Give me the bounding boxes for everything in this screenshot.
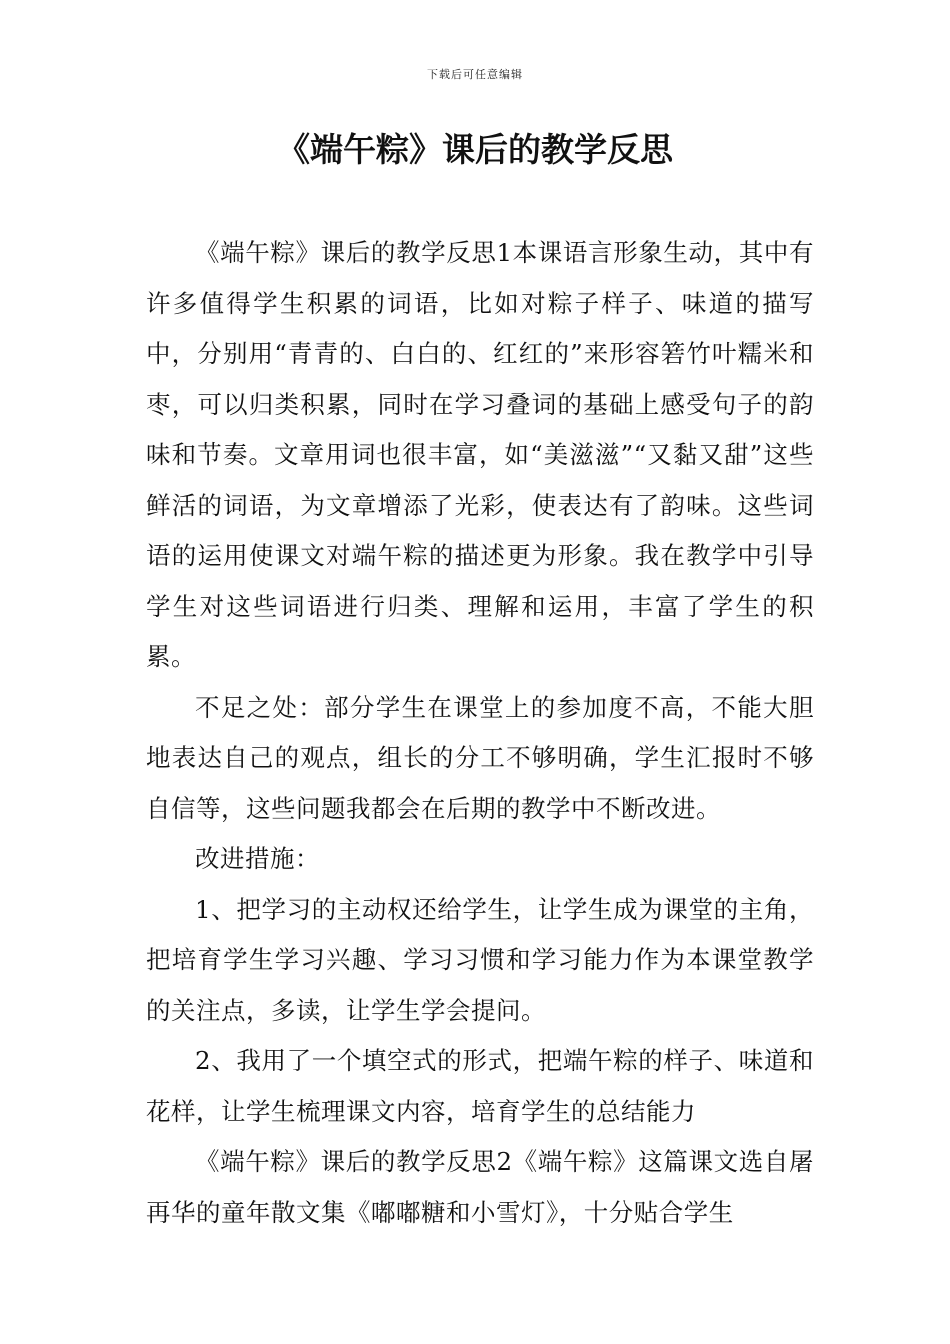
paragraph: 《端午粽》课后的教学反思2《端午粽》这篇课文选自屠再华的童年散文集《嘟嘟糖和小雪灯》，十分贴合学生 (146, 1147, 814, 1227)
paragraph: 1、把学习的主动权还给学生，让学生成为课堂的主角，把培育学生学习兴趣、学习习惯和学习能力作为本课堂教学的关注点，多读，让学生学会提问。 (146, 894, 814, 1025)
document-title: 《端午粽》课后的教学反思 (277, 130, 673, 169)
document-body (146, 228, 814, 1238)
paragraph: 《端午粽》课后的教学反思1本课语言形象生动，其中有许多值得学生积累的词语，比如对粽子样子、味道的描写中，分别用“青青的、白白的、红红的”来形容箬竹叶糯米和枣，可以归类积累，同时在学习叠词的基础上感受句子的韵味和节奏。文章用词也很丰富，如“美滋滋”“又黏又甜”这些鲜活的词语，为文章增添了光彩，使表达有了韵味。这些词语的运用使课文对端午粽的描述更为形象。我在教学中引导学生对这些词语进行归类、理解和运用，丰富了学生的积累。 (146, 238, 814, 671)
paragraph: 2、我用了一个填空式的形式，把端午粽的样子、味道和花样，让学生梳理课文内容，培育学生的总结能力 (146, 1046, 814, 1126)
header-note: 下载后可任意编辑 (427, 68, 523, 81)
paragraph: 改进措施： (195, 844, 320, 873)
paragraph: 不足之处：部分学生在课堂上的参加度不高，不能大胆地表达自己的观点，组长的分工不够明确，学生汇报时不够自信等，这些问题我都会在后期的教学中不断改进。 (146, 692, 814, 823)
